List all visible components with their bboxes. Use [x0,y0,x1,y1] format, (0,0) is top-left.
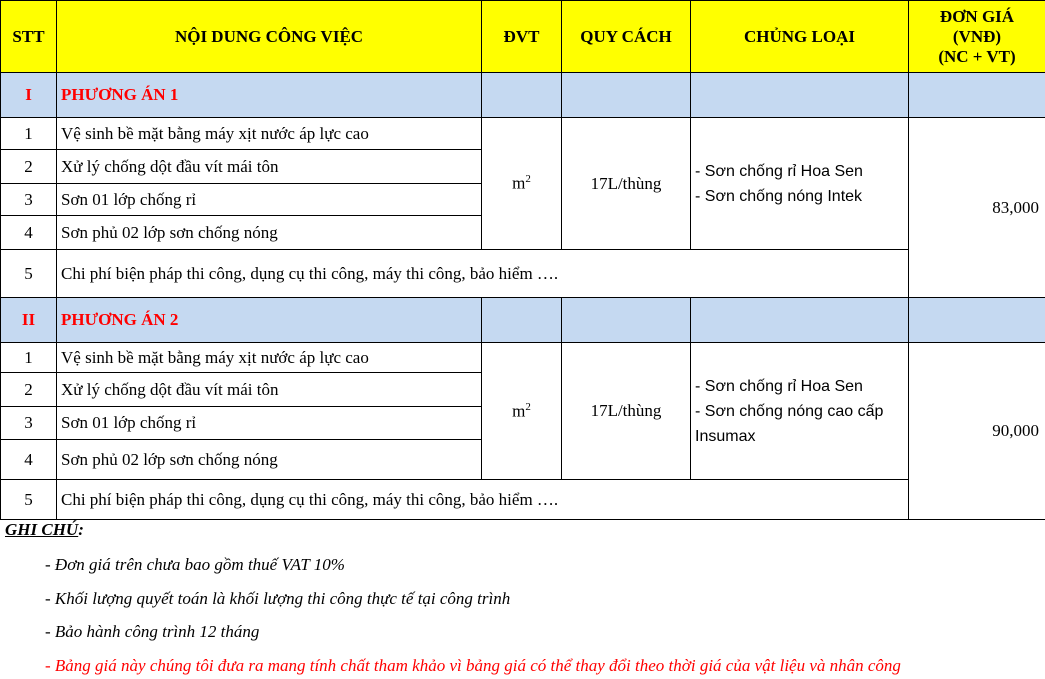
section-title: PHƯƠNG ÁN 2 [57,298,482,343]
section-row [1,73,1045,118]
unit-superscript: 2 [525,400,531,413]
spec-cell: 17L/thùng [562,343,691,480]
header-price [909,1,1045,73]
unit-text: m [512,173,526,193]
header-price-line2: (VNĐ) [952,26,1002,46]
header-unit: ĐVT [482,1,562,73]
note-item: - Bảng giá này chúng tôi đưa ra mang tính chất tham khảo vì bảng giá có thể thay đổi theo thời giá của vật liệu và nhân công [45,656,901,675]
row-content: Chi phí biện pháp thi công, dụng cụ thi công, máy thi công, bảo hiểm …. [57,250,909,298]
row-number: 3 [1,407,57,440]
row-content: Xử lý chống dột đầu vít mái tôn [57,373,482,407]
row-content: Xử lý chống dột đầu vít mái tôn [57,150,482,184]
header-type: CHỦNG LOẠI [691,1,909,73]
table-row [1,480,1045,520]
table-row [1,250,1045,298]
note-item: - Bảo hành công trình 12 tháng [45,622,260,641]
section-row [1,298,1045,343]
header-price-line3: (NC + VT) [938,46,1016,66]
section-title: PHƯƠNG ÁN 1 [57,73,482,118]
type-line: Insumax [695,427,756,445]
header-content: NỘI DUNG CÔNG VIỆC [57,1,482,73]
unit-text: m [512,401,526,421]
row-number: 3 [1,184,57,216]
spec-cell: 17L/thùng [562,118,691,250]
row-number: 2 [1,373,57,407]
row-number: 4 [1,216,57,250]
row-number: 1 [1,118,57,150]
note-item: - Khối lượng quyết toán là khối lượng thi công thực tế tại công trình [45,589,511,608]
unit-cell [482,118,562,250]
type-line: - Sơn chống nóng cao cấp [695,402,884,420]
notes-title-colon: : [78,520,84,539]
section-roman: I [1,73,57,118]
row-number: 1 [1,343,57,373]
price-cell: 90,000 [909,343,1045,520]
row-content: Sơn phủ 02 lớp sơn chống nóng [57,440,482,480]
row-content: Vệ sinh bề mặt bằng máy xịt nước áp lực cao [57,343,482,373]
price-cell: 83,000 [909,118,1045,298]
notes-title-text: GHI CHÚ [5,520,79,539]
note-item: - Đơn giá trên chưa bao gồm thuế VAT 10% [45,555,345,574]
row-content: Sơn 01 lớp chống rỉ [57,407,482,440]
header-spec: QUY CÁCH [562,1,691,73]
row-number: 2 [1,150,57,184]
type-line: - Sơn chống rỉ Hoa Sen [695,377,863,395]
row-content: Chi phí biện pháp thi công, dụng cụ thi công, máy thi công, bảo hiểm …. [57,480,909,520]
header-price-line1: ĐƠN GIÁ [939,6,1015,26]
table-row [1,118,1045,150]
type-line: - Sơn chống rỉ Hoa Sen [695,162,863,180]
unit-cell [482,343,562,480]
type-line: - Sơn chống nóng Intek [695,187,863,205]
header-row [1,1,1045,73]
unit-superscript: 2 [525,173,531,186]
row-number: 5 [1,480,57,520]
table-row [1,343,1045,373]
type-cell [691,118,909,250]
section-roman: II [1,298,57,343]
row-content: Sơn 01 lớp chống rỉ [57,184,482,216]
row-content: Sơn phủ 02 lớp sơn chống nóng [57,216,482,250]
row-number: 5 [1,250,57,298]
row-content: Vệ sinh bề mặt bằng máy xịt nước áp lực cao [57,118,482,150]
row-number: 4 [1,440,57,480]
type-cell [691,343,909,480]
notes-title [5,520,84,540]
header-stt: STT [1,1,57,73]
